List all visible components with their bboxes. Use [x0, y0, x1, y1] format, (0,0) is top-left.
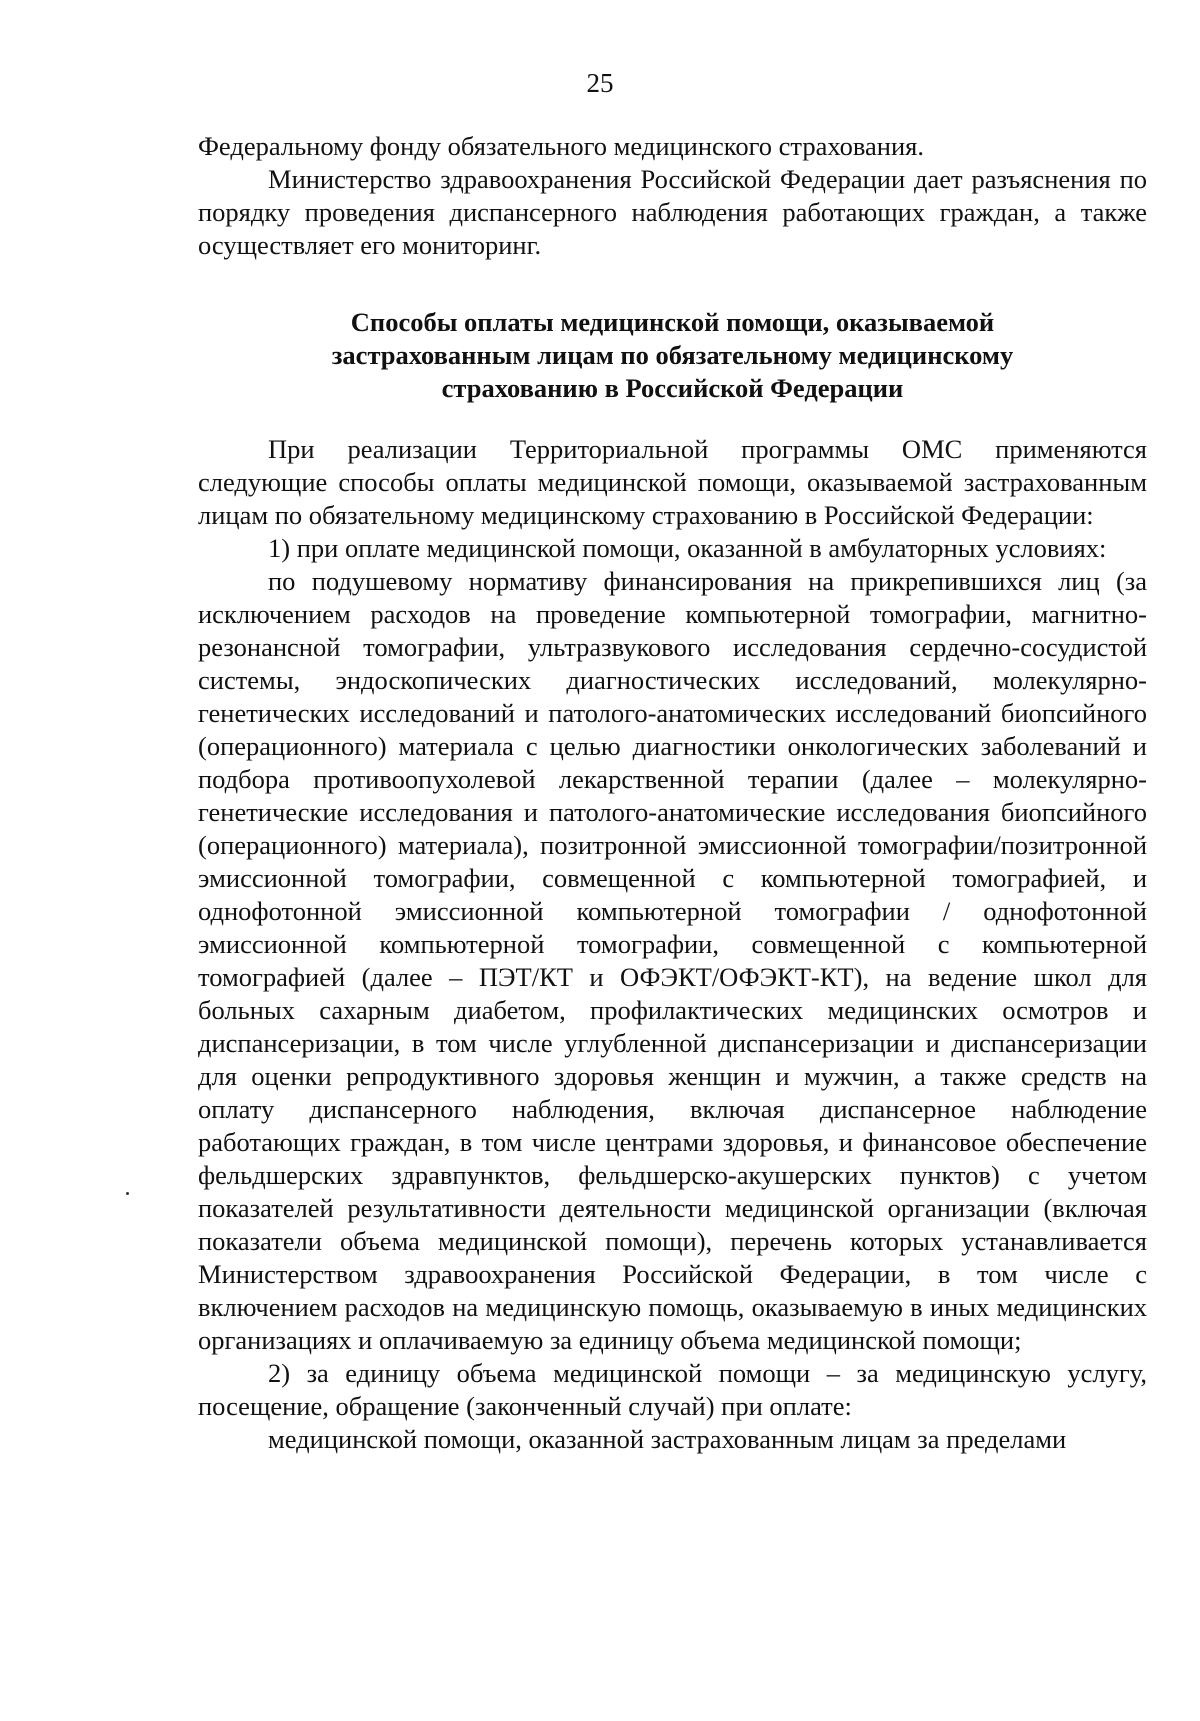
heading-line-2: застрахованным лицам по обязательному медицинскому: [331, 340, 1014, 370]
paragraph-item-2: 2) за единицу объема медицинской помощи – за медицинскую услугу, посещение, обращение (законченный случай) при оплате:: [198, 1358, 1147, 1421]
page-number: 25: [586, 68, 614, 98]
paragraph-item-1: 1) при оплате медицинской помощи, оказанной в амбулаторных условиях:: [268, 533, 1107, 563]
paragraph-per-capita-standard: по подушевому нормативу финансирования на прикрепившихся лиц (за исключением расходов на проведение компьютерной томографии, магнитно-резонансной томографии, ультразвукового исследования сердечно-сосудистой системы, эндоскопических диагностических исследований, молекулярно-генетических исследований и патолого-анатомических исследований биопсийного (операционного) материала с целью диагностики онкологических заболеваний и подбора противоопухолевой лекарственной терапии (далее – молекулярно-генетические исследования и патолого-анатомические исследования биопсийного (операционного) материала), позитронной эмиссионной томографии/позитронной эмиссионной томографии, совмещенной с компьютерной томографией, и однофотонной эмиссионной компьютерной томографии / однофотонной эмиссионной компьютерной томографии, совмещенной с компьютерной томографией (далее – ПЭТ/КТ и ОФЭКТ/ОФЭКТ-КТ), на ведение школ для больных сахарным диабетом, профилактических медицинских осмотров и диспансеризации, в том числе углубленной диспансеризации и диспансеризации для оценки репродуктивного здоровья женщин и мужчин, а также средств на оплату диспансерного наблюдения, включая диспансерное наблюдение работающих граждан, в том числе центрами здоровья, и финансовое обеспечение фельдшерских здравпунктов, фельдшерско-акушерских пунктов) с учетом показателей результативности деятельности медицинской организации (включая показатели объема медицинской помощи), перечень которых устанавливается Министерством здравоохранения Российской Федерации, в том числе с включением расходов на медицинскую помощь, оказываемую в иных медицинских организациях и оплачиваемую за единицу объема медицинской помощи;: [198, 566, 1147, 1355]
paragraph-fund-line: Федеральному фонду обязательного медицинского страхования.: [198, 131, 924, 161]
paragraph-payment-methods-intro: При реализации Территориальной программы ОМС применяются следующие способы оплаты медицинской помощи, оказываемой застрахованным лицам по обязательному медицинскому страхованию в Российской Федерации:: [198, 434, 1147, 530]
heading-line-1: Способы оплаты медицинской помощи, оказываемой: [350, 307, 995, 337]
scan-speck: [126, 1192, 129, 1195]
paragraph-outside-region: медицинской помощи, оказанной застрахованным лицам за пределами: [268, 1424, 1067, 1454]
section-heading: [198, 306, 1147, 405]
document-body: [198, 130, 1147, 1456]
paragraph-ministry: Министерство здравоохранения Российской Федерации дает разъяснения по порядку проведения диспансерного наблюдения работающих граждан, а также осуществляет его мониторинг.: [198, 164, 1147, 260]
heading-line-3: страхованию в Российской Федерации: [441, 373, 904, 403]
